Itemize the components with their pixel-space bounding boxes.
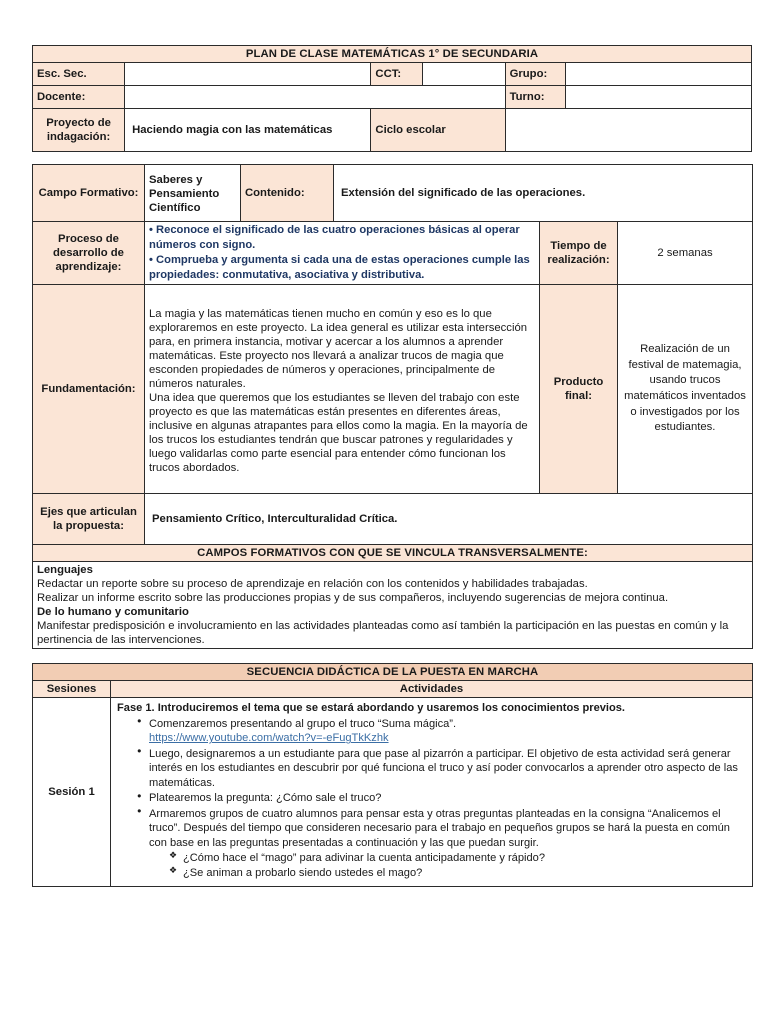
list-item: ● Platearemos la pregunta: ¿Cómo sale el truco? <box>137 791 746 806</box>
preguntas-list <box>149 851 746 881</box>
humano-comunitario-line: Manifestar predisposición e involucramiento en las actividades planteadas como así también la participación en las puestas en común y la pertinencia de las intervenciones. <box>37 620 729 646</box>
contenido-label: Contenido: <box>241 165 334 222</box>
grupo-label: Grupo: <box>505 63 565 86</box>
cct-field[interactable] <box>423 63 505 86</box>
proceso-label: Proceso de desarrollo de aprendizaje: <box>33 222 145 285</box>
ejes-label: Ejes que articulan la propuesta: <box>33 494 145 545</box>
table-row <box>33 681 753 698</box>
table-row <box>33 165 753 222</box>
table-row <box>33 285 753 494</box>
youtube-link[interactable]: https://www.youtube.com/watch?v=-eFugTkKzhk <box>149 732 389 745</box>
humano-comunitario-heading: De lo humano y comunitario <box>37 606 189 618</box>
list-item: ❖ ¿Cómo hace el “mago” para adivinar la cuenta anticipadamente y rápido? <box>169 851 746 866</box>
table-row <box>33 664 753 681</box>
cct-label: CCT: <box>371 63 423 86</box>
tiempo-label: Tiempo de realización: <box>540 222 618 285</box>
table-row <box>33 494 753 545</box>
fase-intro: Fase 1. Introduciremos el tema que se estará abordando y usaremos los conocimientos previos. <box>117 702 626 715</box>
docente-label: Docente: <box>33 86 125 109</box>
list-item <box>137 807 746 881</box>
tiempo-value: 2 semanas <box>618 222 753 285</box>
table-row <box>33 86 752 109</box>
spacer <box>32 152 752 164</box>
ejes-value: Pensamiento Crítico, Interculturalidad Crítica. <box>145 494 753 545</box>
esc-sec-field[interactable] <box>125 63 371 86</box>
producto-final-value: Realización de un festival de matemagia, usando trucos matemáticos inventados o investigados por los estudiantes. <box>618 285 753 494</box>
actividades-list <box>117 717 746 881</box>
table-row <box>33 109 752 152</box>
list-item <box>137 717 746 747</box>
secuencia-bar-title: SECUENCIA DIDÁCTICA DE LA PUESTA EN MARCHA <box>33 664 753 681</box>
col-actividades-header: Actividades <box>111 681 753 698</box>
grupo-field[interactable] <box>565 63 751 86</box>
bullet-text: Comenzaremos presentando al grupo el truco “Suma mágica”. <box>149 717 457 730</box>
sesion-actividades <box>111 698 753 887</box>
col-sesiones-header: Sesiones <box>33 681 111 698</box>
turno-field[interactable] <box>565 86 751 109</box>
contenido-value: Extensión del significado de las operaciones. <box>334 165 753 222</box>
fundamentacion-label: Fundamentación: <box>33 285 145 494</box>
list-item: ● Luego, designaremos a un estudiante para que pase al pizarrón a participar. El objetivo de esta actividad será generar interés en los estudiantes en descubrir por qué funciona el truco y así poder convocarlos a aprender otro aspecto de las matemáticas. <box>137 747 746 791</box>
planeacion-table <box>32 164 753 649</box>
lenguajes-heading: Lenguajes <box>37 564 93 576</box>
table-row <box>33 63 752 86</box>
fundamentacion-paragraph: Una idea que queremos que los estudiantes se lleven del trabajo con este proyecto es que las matemáticas están presentes en diferentes áreas, inclusive en algunas atrapantes para ellos como la magia. En la mayoría de los trucos los estudiantes tendrán que buscar patrones y regularidades y luego validarlas como parte esencial para entender cómo funcionan los trucos abordados. <box>149 392 528 474</box>
fundamentacion-paragraph: La magia y las matemáticas tienen mucho en común y eso es lo que exploraremos en este proyecto. La idea general es utilizar esta intersección para, en primera instancia, motivar y acercar a los alumnos a aprender matemáticas. Este proyecto nos llevará a analizar trucos de magia que esconden propiedades de números y operaciones, principalmente de números naturales. <box>149 308 528 390</box>
esc-sec-label: Esc. Sec. <box>33 63 125 86</box>
proyecto-label: Proyecto de indagación: <box>33 109 125 152</box>
sesion-label: Sesión 1 <box>33 698 111 887</box>
list-item: ❖ ¿Se animan a probarlo siendo ustedes el mago? <box>169 866 746 881</box>
proyecto-field[interactable]: Haciendo magia con las matemáticas <box>125 109 371 152</box>
turno-label: Turno: <box>505 86 565 109</box>
transversal-bar-title: CAMPOS FORMATIVOS CON QUE SE VINCULA TRANSVERSALMENTE: <box>33 545 753 562</box>
transversal-content <box>33 562 753 649</box>
page-title: PLAN DE CLASE MATEMÁTICAS 1° DE SECUNDARIA <box>33 46 752 63</box>
spacer <box>32 649 752 663</box>
proceso-item: • Reconoce el significado de las cuatro operaciones básicas al operar números con signo. <box>149 224 520 252</box>
proceso-value <box>145 222 540 285</box>
table-row <box>33 545 753 562</box>
producto-final-label: Producto final: <box>540 285 618 494</box>
campo-formativo-value: Saberes y Pensamiento Científico <box>145 165 241 222</box>
bullet-text: Armaremos grupos de cuatro alumnos para pensar esta y otras preguntas planteadas en la consigna “Analicemos el truco”. Después del tiempo que consideren necesario para el trabajo en pequeños grupos se hará la puesta en común con base en las preguntas presentadas a continuación y las que puedan surgir. <box>149 807 730 850</box>
campo-formativo-label: Campo Formativo: <box>33 165 145 222</box>
lenguajes-line: Realizar un informe escrito sobre las producciones propias y de sus compañeros, incluyendo sugerencias de mejora continua. <box>37 592 669 604</box>
lenguajes-line: Redactar un reporte sobre su proceso de aprendizaje en relación con los contenidos y habilidades trabajadas. <box>37 578 588 590</box>
ciclo-escolar-field[interactable] <box>505 109 751 152</box>
fundamentacion-value <box>145 285 540 494</box>
proceso-item: • Comprueba y argumenta si cada una de estas operaciones cumple las propiedades: conmutativa, asociativa y distributiva. <box>149 254 530 281</box>
table-row <box>33 698 753 887</box>
table-row <box>33 222 753 285</box>
table-row <box>33 562 753 649</box>
secuencia-table <box>32 663 753 887</box>
ciclo-escolar-label: Ciclo escolar <box>371 109 505 152</box>
table-row <box>33 46 752 63</box>
header-table <box>32 45 752 152</box>
docente-field[interactable] <box>125 86 505 109</box>
